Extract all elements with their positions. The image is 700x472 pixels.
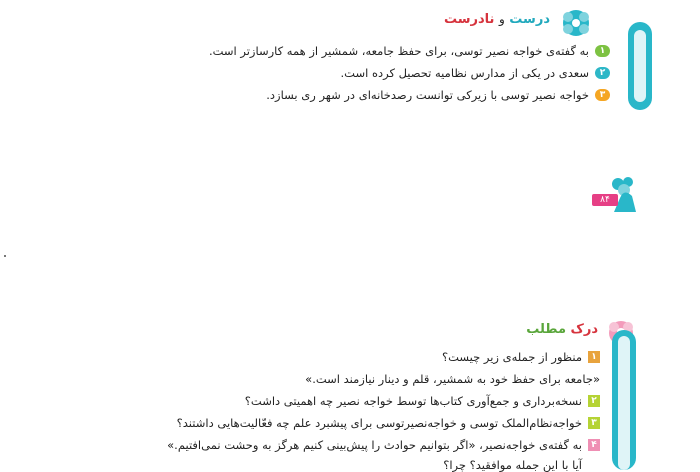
- title-conjunction: و: [498, 12, 505, 26]
- followup-text: آیا با این جمله موافقید؟ چرا؟: [443, 458, 582, 472]
- section-title-comprehension: [526, 322, 598, 337]
- item-number-badge: ۱: [595, 45, 610, 57]
- question-number-badge: ۲: [588, 395, 600, 407]
- side-bar: [628, 22, 652, 110]
- title-word-content: مطلب: [526, 322, 566, 337]
- page-top: [0, 0, 700, 232]
- question-item: [177, 416, 600, 430]
- margin-mark: [4, 255, 6, 257]
- question-text: منظور از جمله‌ی زیر چیست؟: [442, 350, 582, 364]
- question-item: [167, 438, 600, 452]
- title-word-false: نادرست: [443, 12, 495, 27]
- item-number-badge: ۳: [595, 89, 610, 101]
- question-number-badge: ۳: [588, 417, 600, 429]
- question-quote: [305, 372, 600, 386]
- flower-icon: [556, 8, 596, 38]
- page-bottom: [0, 300, 700, 470]
- list-item: [209, 44, 610, 58]
- question-item: [442, 350, 600, 364]
- title-word-true: درست: [509, 12, 550, 27]
- item-number-badge: ۲: [595, 67, 610, 79]
- question-text: نسخه‌برداری و جمع‌آوری کتاب‌ها توسط خواجه نصیر چه اهمیتی داشت؟: [244, 394, 582, 408]
- quote-text: «جامعه برای حفظ خود به شمشیر، قلم و دینار نیازمند است.»: [305, 372, 600, 386]
- question-item: [245, 394, 600, 408]
- question-number-badge: ۴: [588, 439, 600, 451]
- question-text: به گفته‌ی خواجه‌نصیر، «اگر بتوانیم حوادث را پیش‌بینی کنیم هرگز به وحشت نمی‌افتیم.»: [167, 438, 582, 452]
- item-text: سعدی در یکی از مدارس نظامیه تحصیل کرده است.: [340, 66, 589, 80]
- list-item: [266, 88, 610, 102]
- side-bar: [612, 330, 636, 470]
- title-word-understanding: درک: [570, 322, 598, 337]
- question-number-badge: ۱: [588, 351, 600, 363]
- page-number: ۸۴: [592, 194, 618, 206]
- section-title-true-false: [444, 12, 550, 27]
- list-item: [341, 66, 610, 80]
- question-text: خواجه‌نظام‌الملک توسی و خواجه‌نصیرتوسی برای پیشبرد علم چه فعّالیت‌هایی داشتند؟: [176, 416, 582, 430]
- item-text: به گفته‌ی خواجه نصیر توسی، برای حفظ جامعه، شمشیر از همه کارسازتر است.: [208, 44, 589, 58]
- item-text: خواجه نصیر توسی با زیرکی توانست رصدخانه‌ای در شهر ری بسازد.: [266, 88, 589, 102]
